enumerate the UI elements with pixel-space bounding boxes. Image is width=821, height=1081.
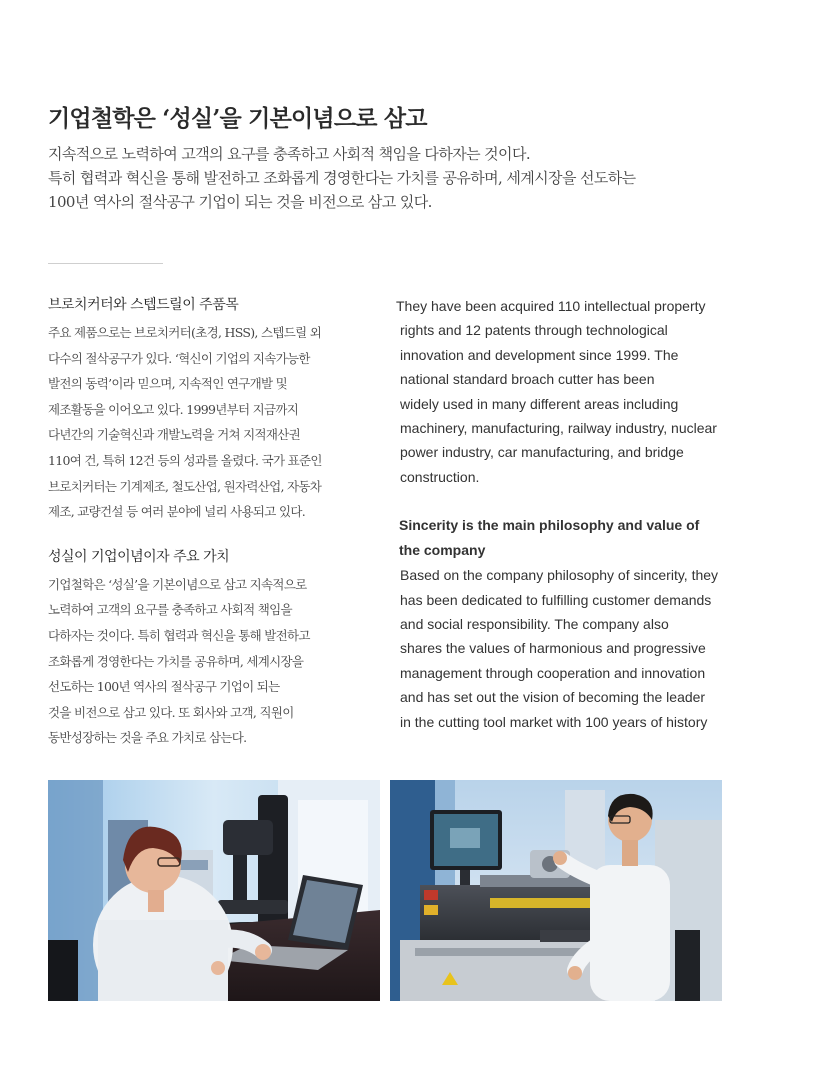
text-line: They have been acquired 110 intellectual property [396,298,706,314]
english-heading: Sincerity is the main philosophy and value of [399,517,700,534]
text-line: has been dedicated to fulfilling customer demands [400,591,712,608]
text-line: and has set out the vision of becoming the leader [400,689,706,706]
text-line: 110여 건, 특허 12건 등의 성과를 올렸다. 국가 표준인 [48,452,322,468]
text-line: 브로치커터는 기계제조, 철도산업, 원자력산업, 자동차 [48,478,322,494]
korean-section-philosophy [48,546,378,751]
english-heading: the company [399,542,486,559]
intro-line: 100년 역사의 절삭공구 기업이 되는 것을 비전으로 삼고 있다. [48,193,432,211]
text-line: shares the values of harmonious and progressive [400,640,706,657]
section-title: 성실이 기업이념이자 주요 가치 [48,548,230,565]
intro-line: 지속적으로 노력하여 고객의 요구를 충족하고 사회적 책임을 다하자는 것이다. [48,145,530,163]
text-line: power industry, car manufacturing, and bridge [400,444,684,461]
text-line: 제조, 교량건설 등 여러 분야에 널리 사용되고 있다. [48,504,305,520]
text-line: rights and 12 patents through technological [400,322,668,339]
page-headline: 기업철학은 ‘성실’을 기본이념으로 삼고 [48,105,427,132]
intro-line: 특히 협력과 혁신을 통해 발전하고 조화롭게 경영한다는 가치를 공유하며, 세계시장을 선도하는 [48,169,636,187]
text-line: widely used in many different areas including [400,395,679,412]
text-line: innovation and development since 1999. The [400,346,679,363]
korean-column [48,294,378,751]
lab-photo-microscope [48,780,380,1001]
text-line: 조화롭게 경영한다는 가치를 공유하며, 세계시장을 [48,653,304,669]
text-line: 것을 비전으로 삼고 있다. 또 회사와 고객, 직원이 [48,704,294,720]
text-line: 다년간의 기술혁신과 개발노력을 거쳐 지적재산권 [48,427,300,443]
text-line: 동반성장하는 것을 주요 가치로 삼는다. [48,730,247,746]
text-line: national standard broach cutter has been [400,371,655,388]
english-column [396,294,731,734]
section-divider [48,263,163,264]
text-line: 제조활동을 이어오고 있다. 1999년부터 지금까지 [48,401,299,417]
text-line: Based on the company philosophy of sincerity, they [400,567,719,584]
text-line: construction. [400,468,480,485]
text-line: 다하자는 것이다. 특히 협력과 혁신을 통해 발전하고 [48,627,310,643]
text-line: and social responsibility. The company also [400,616,669,633]
text-line: 주요 제품으로는 브로치커터(초경, HSS), 스텝드릴 외 [48,325,322,340]
text-line: 발전의 동력’이라 믿으며, 지속적인 연구개발 및 [48,376,288,392]
text-line: 다수의 절삭공구가 있다. ‘혁신이 기업의 지속가능한 [48,350,310,366]
text-line: 선도하는 100년 역사의 절삭공구 기업이 되는 [48,679,280,695]
lab-photo-measuring-machine [390,780,722,1001]
text-line: machinery, manufacturing, railway industry, nuclear [400,420,717,437]
text-line: in the cutting tool market with 100 years of history [400,713,708,730]
text-line: 노력하여 고객의 요구를 충족하고 사회적 책임을 [48,602,292,618]
spacer [396,489,731,513]
intro-paragraph [48,142,748,214]
text-line: management through cooperation and innovation [400,664,706,681]
section-title: 브로치커터와 스텝드릴이 주품목 [48,297,239,313]
korean-section-products [48,294,378,525]
text-line: 기업철학은 ‘성실’을 기본이념으로 삼고 지속적으로 [48,576,307,592]
